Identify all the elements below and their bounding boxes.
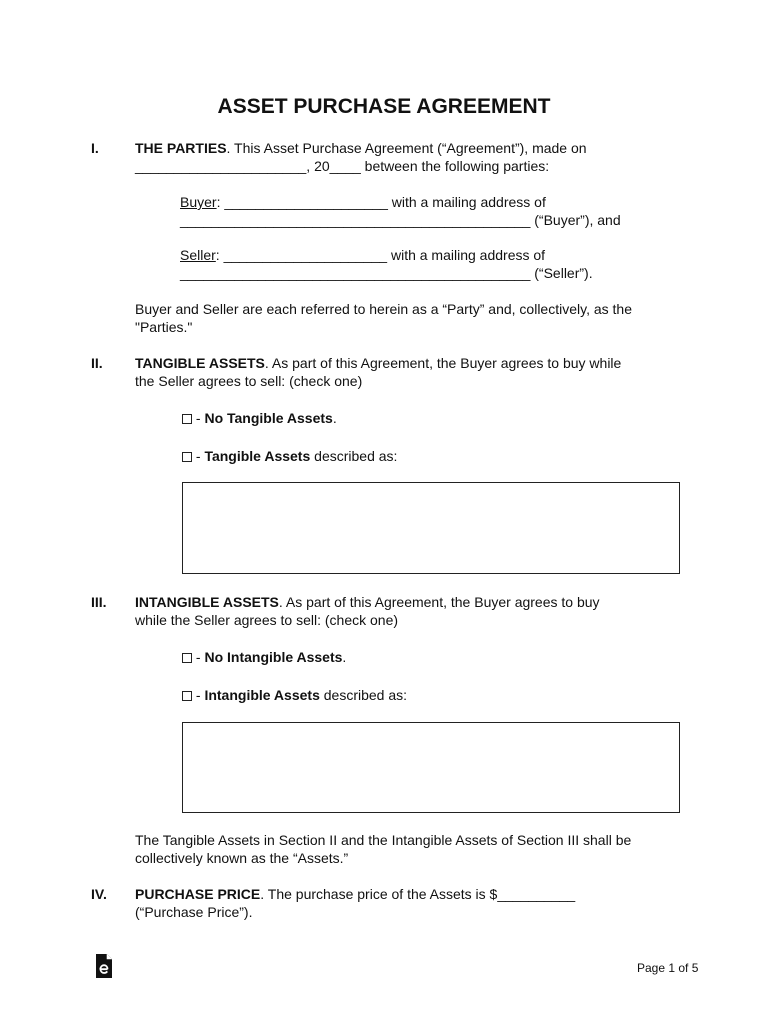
section-4-number: IV. bbox=[91, 886, 107, 902]
tangible-label: Tangible Assets bbox=[204, 448, 311, 464]
section-2-heading: TANGIBLE ASSETS bbox=[135, 355, 265, 371]
document-e-logo-icon bbox=[94, 953, 114, 979]
section-3-text-1: . As part of this Agreement, the Buyer agrees to buy bbox=[278, 594, 600, 610]
section-4-line-1 bbox=[135, 885, 575, 903]
section-4-heading: PURCHASE PRICE bbox=[135, 886, 261, 902]
section-1-line-1 bbox=[135, 139, 587, 157]
option-dash: - bbox=[192, 448, 205, 464]
option-suffix: described as: bbox=[310, 448, 398, 464]
purchase-price-blank[interactable]: . The purchase price of the Assets is $__________ bbox=[260, 886, 576, 902]
buyer-name-blank[interactable]: : _____________________ with a mailing address of bbox=[216, 194, 546, 210]
no-tangible-checkbox[interactable] bbox=[182, 414, 192, 424]
section-3-line-2: while the Seller agrees to sell: (check one) bbox=[135, 612, 399, 628]
intangible-assets-description-box[interactable] bbox=[182, 722, 680, 813]
no-intangible-option bbox=[182, 648, 346, 666]
parties-note-line-2: "Parties." bbox=[135, 319, 193, 335]
assets-note-line-1: The Tangible Assets in Section II and the Intangible Assets of Section III shall be bbox=[135, 832, 632, 848]
assets-note-line-2: collectively known as the “Assets.” bbox=[135, 850, 349, 866]
tangible-checkbox[interactable] bbox=[182, 452, 192, 462]
option-suffix: . bbox=[342, 649, 347, 665]
buyer-address-blank[interactable]: _____________________________________________ (“Buyer”), and bbox=[180, 212, 621, 228]
buyer-line-1 bbox=[180, 193, 546, 211]
seller-label: Seller bbox=[180, 247, 216, 263]
option-suffix: . bbox=[332, 410, 337, 426]
option-dash: - bbox=[192, 410, 205, 426]
section-3-number: III. bbox=[91, 594, 107, 610]
no-intangible-label: No Intangible Assets bbox=[204, 649, 343, 665]
intangible-label: Intangible Assets bbox=[204, 687, 320, 703]
section-2-line-2: the Seller agrees to sell: (check one) bbox=[135, 373, 363, 389]
section-1-heading: THE PARTIES bbox=[135, 140, 227, 156]
option-suffix: described as: bbox=[319, 687, 408, 703]
tangible-assets-description-box[interactable] bbox=[182, 482, 680, 574]
seller-address-blank[interactable]: _____________________________________________ (“Seller”). bbox=[180, 265, 593, 281]
section-2-line-1 bbox=[135, 354, 621, 372]
section-2-text-1: . As part of this Agreement, the Buyer agrees to buy while bbox=[264, 355, 622, 371]
section-3-heading: INTANGIBLE ASSETS bbox=[135, 594, 279, 610]
buyer-label: Buyer bbox=[180, 194, 217, 210]
section-1-line-2: ______________________, 20____ between the following parties: bbox=[135, 158, 550, 174]
section-2-number: II. bbox=[91, 355, 103, 371]
page-number: Page 1 of 5 bbox=[637, 961, 699, 975]
section-4-line-2: (“Purchase Price”). bbox=[135, 904, 253, 920]
section-1-number: I. bbox=[91, 140, 99, 156]
section-3-line-1 bbox=[135, 593, 600, 611]
intangible-checkbox[interactable] bbox=[182, 691, 192, 701]
seller-name-blank[interactable]: : _____________________ with a mailing address of bbox=[215, 247, 546, 263]
seller-line-1 bbox=[180, 246, 545, 264]
intangible-option bbox=[182, 686, 407, 704]
section-1-text-1: . This Asset Purchase Agreement (“Agreement”), made on bbox=[226, 140, 587, 156]
no-tangible-option bbox=[182, 409, 337, 427]
option-dash: - bbox=[192, 687, 205, 703]
parties-note-line-1: Buyer and Seller are each referred to herein as a “Party” and, collectively, as the bbox=[135, 301, 632, 317]
no-tangible-label: No Tangible Assets bbox=[204, 410, 333, 426]
no-intangible-checkbox[interactable] bbox=[182, 653, 192, 663]
document-title: ASSET PURCHASE AGREEMENT bbox=[217, 95, 551, 118]
option-dash: - bbox=[192, 649, 205, 665]
tangible-option bbox=[182, 447, 397, 465]
